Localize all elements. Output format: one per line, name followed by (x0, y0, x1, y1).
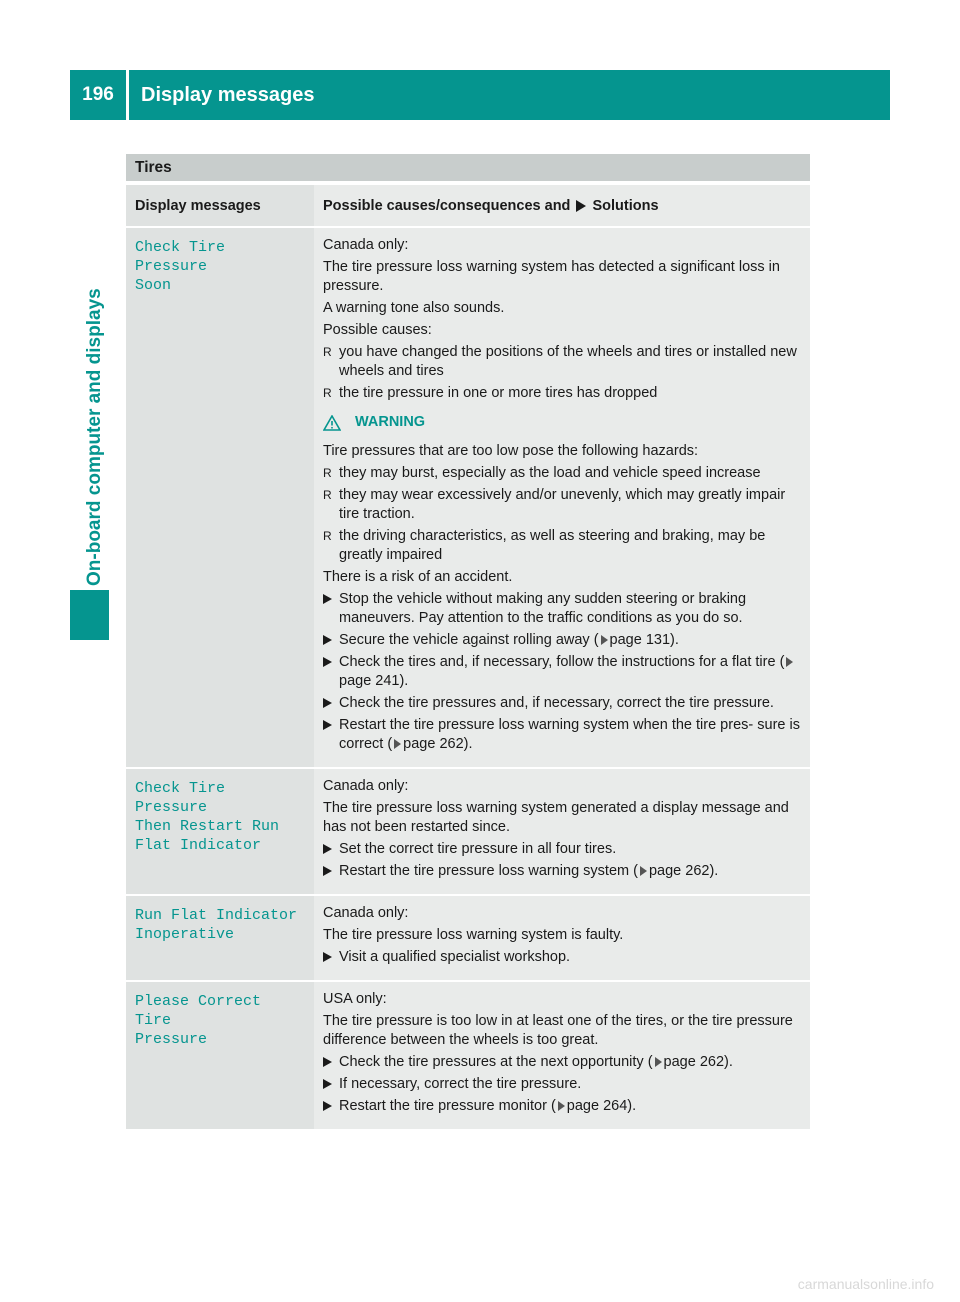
table-row (126, 767, 810, 894)
display-message (126, 769, 314, 894)
message-line: Check Tire Pressure (135, 239, 226, 275)
step-text: Set the correct tire pressure in all four tires. (339, 841, 617, 857)
list-item (323, 343, 804, 381)
list-item (323, 384, 804, 403)
page-ref-link[interactable]: page 262). (663, 1054, 733, 1070)
page-ref-icon (786, 657, 793, 667)
section-title: On-board computer and displays (84, 288, 105, 586)
watermark: carmanualsonline.info (797, 1276, 934, 1292)
message-line: Flat Indicator (135, 837, 262, 854)
action-arrow-icon (323, 1079, 332, 1089)
step-item (323, 590, 804, 628)
message-line: Check Tire Pressure (135, 780, 226, 816)
page-ref-icon (655, 1057, 662, 1067)
action-arrow-icon (323, 1057, 332, 1067)
text: There is a risk of an accident. (323, 569, 513, 585)
step-item (323, 694, 804, 713)
page-ref-link[interactable]: page 262). (648, 863, 719, 879)
list-text: they may wear excessively and/or unevenly, which may greatly impair tire traction. (339, 487, 786, 522)
step-item (323, 862, 804, 881)
list-text: the tire pressure in one or more tires has dropped (339, 385, 658, 401)
step-item (323, 1097, 804, 1116)
action-arrow-icon (576, 200, 586, 212)
text: Possible causes: (323, 322, 432, 338)
warning-label: WARNING (355, 414, 426, 430)
causes-solutions (314, 228, 810, 767)
bullet-icon: R (323, 386, 332, 400)
display-message (126, 228, 314, 767)
action-arrow-icon (323, 866, 332, 876)
message-line: Pressure (135, 1031, 208, 1048)
page-title: Display messages (129, 70, 890, 120)
step-item (323, 948, 804, 967)
text: Canada only: (323, 778, 409, 794)
step-item (323, 653, 804, 691)
page-ref-icon (640, 866, 647, 876)
page-ref-link[interactable]: page 264). (566, 1098, 637, 1114)
action-arrow-icon (323, 657, 332, 667)
page-ref-link[interactable]: page 262). (403, 736, 473, 752)
text: USA only: (323, 991, 387, 1007)
step-text: Restart the tire pressure loss warning system ( (339, 863, 638, 879)
action-arrow-icon (323, 844, 332, 854)
text: Canada only: (323, 905, 409, 921)
step-item (323, 840, 804, 859)
list-item (323, 527, 804, 565)
page-number: 196 (70, 70, 126, 120)
message-line: Please Correct Tire (135, 993, 262, 1029)
message-line: Inoperative (135, 926, 235, 943)
step-text: If necessary, correct the tire pressure. (339, 1076, 582, 1092)
step-item (323, 1053, 804, 1072)
bullet-icon: R (323, 466, 332, 480)
list-item (323, 464, 804, 483)
display-message (126, 896, 314, 980)
message-line: Run Flat Indicator (135, 907, 298, 924)
step-text: Restart the tire pressure loss warning system when the tire pres- sure is correct ( (339, 717, 800, 752)
action-arrow-icon (323, 1101, 332, 1111)
text: Tire pressures that are too low pose the following hazards: (323, 443, 699, 459)
step-text: Check the tire pressures and, if necessary, correct the tire pressure. (339, 695, 774, 711)
display-message (126, 982, 314, 1129)
warning-heading (323, 413, 804, 432)
table-row (126, 980, 810, 1129)
step-item (323, 631, 804, 650)
bullet-icon: R (323, 488, 332, 502)
step-text: Stop the vehicle without making any sudden steering or braking maneuvers. Pay attention to the traffic conditions as you do so. (339, 591, 747, 626)
step-text: Secure the vehicle against rolling away ( (339, 632, 599, 648)
tires-table (126, 154, 810, 1129)
step-text: Check the tire pressures at the next opportunity ( (339, 1054, 653, 1070)
page-ref-icon (558, 1101, 565, 1111)
causes-solutions (314, 769, 810, 894)
step-item (323, 716, 804, 754)
list-text: they may burst, especially as the load and vehicle speed increase (339, 465, 761, 481)
action-arrow-icon (323, 594, 332, 604)
list-text: the driving characteristics, as well as steering and braking, may be greatly impaired (339, 528, 766, 563)
list-item (323, 486, 804, 524)
step-text: Restart the tire pressure monitor ( (339, 1098, 556, 1114)
action-arrow-icon (323, 635, 332, 645)
message-line: Soon (135, 277, 172, 294)
bullet-icon: R (323, 529, 332, 543)
step-item (323, 1075, 804, 1094)
text: The tire pressure loss warning system generated a display message and has not been restarted since. (323, 800, 789, 835)
table-row (126, 226, 810, 767)
warning-triangle-icon (323, 415, 341, 431)
action-arrow-icon (323, 952, 332, 962)
step-text: Check the tires and, if necessary, follow the instructions for a flat tire ( (339, 654, 785, 670)
section-marker (70, 590, 109, 640)
text: The tire pressure is too low in at least one of the tires, or the tire pressure difference between the wheels is too great. (323, 1013, 793, 1048)
page-ref-link[interactable]: page 241). (339, 673, 409, 689)
action-arrow-icon (323, 698, 332, 708)
bullet-icon: R (323, 345, 332, 359)
text: The tire pressure loss warning system is faulty. (323, 927, 624, 943)
action-arrow-icon (323, 720, 332, 730)
col-header-solutions-post: Solutions (592, 198, 659, 214)
text: Canada only: (323, 237, 409, 253)
page-ref-icon (601, 635, 608, 645)
step-text: Visit a qualified specialist workshop. (339, 949, 571, 965)
page-ref-link[interactable]: page 131). (609, 632, 679, 648)
page-ref-icon (394, 739, 401, 749)
table-row (126, 894, 810, 980)
message-line: Then Restart Run (135, 818, 280, 835)
text: The tire pressure loss warning system has detected a significant loss in pressure. (323, 259, 780, 294)
causes-solutions (314, 982, 810, 1129)
col-header-solutions-pre: Possible causes/consequences and (323, 198, 571, 214)
list-text: you have changed the positions of the wheels and tires or installed new wheels and tires (339, 344, 797, 379)
col-header-messages: Display messages (126, 185, 314, 226)
causes-solutions (314, 896, 810, 980)
table-header-row (126, 183, 810, 226)
col-header-solutions (314, 185, 810, 226)
table-title: Tires (126, 154, 810, 181)
text: A warning tone also sounds. (323, 300, 505, 316)
